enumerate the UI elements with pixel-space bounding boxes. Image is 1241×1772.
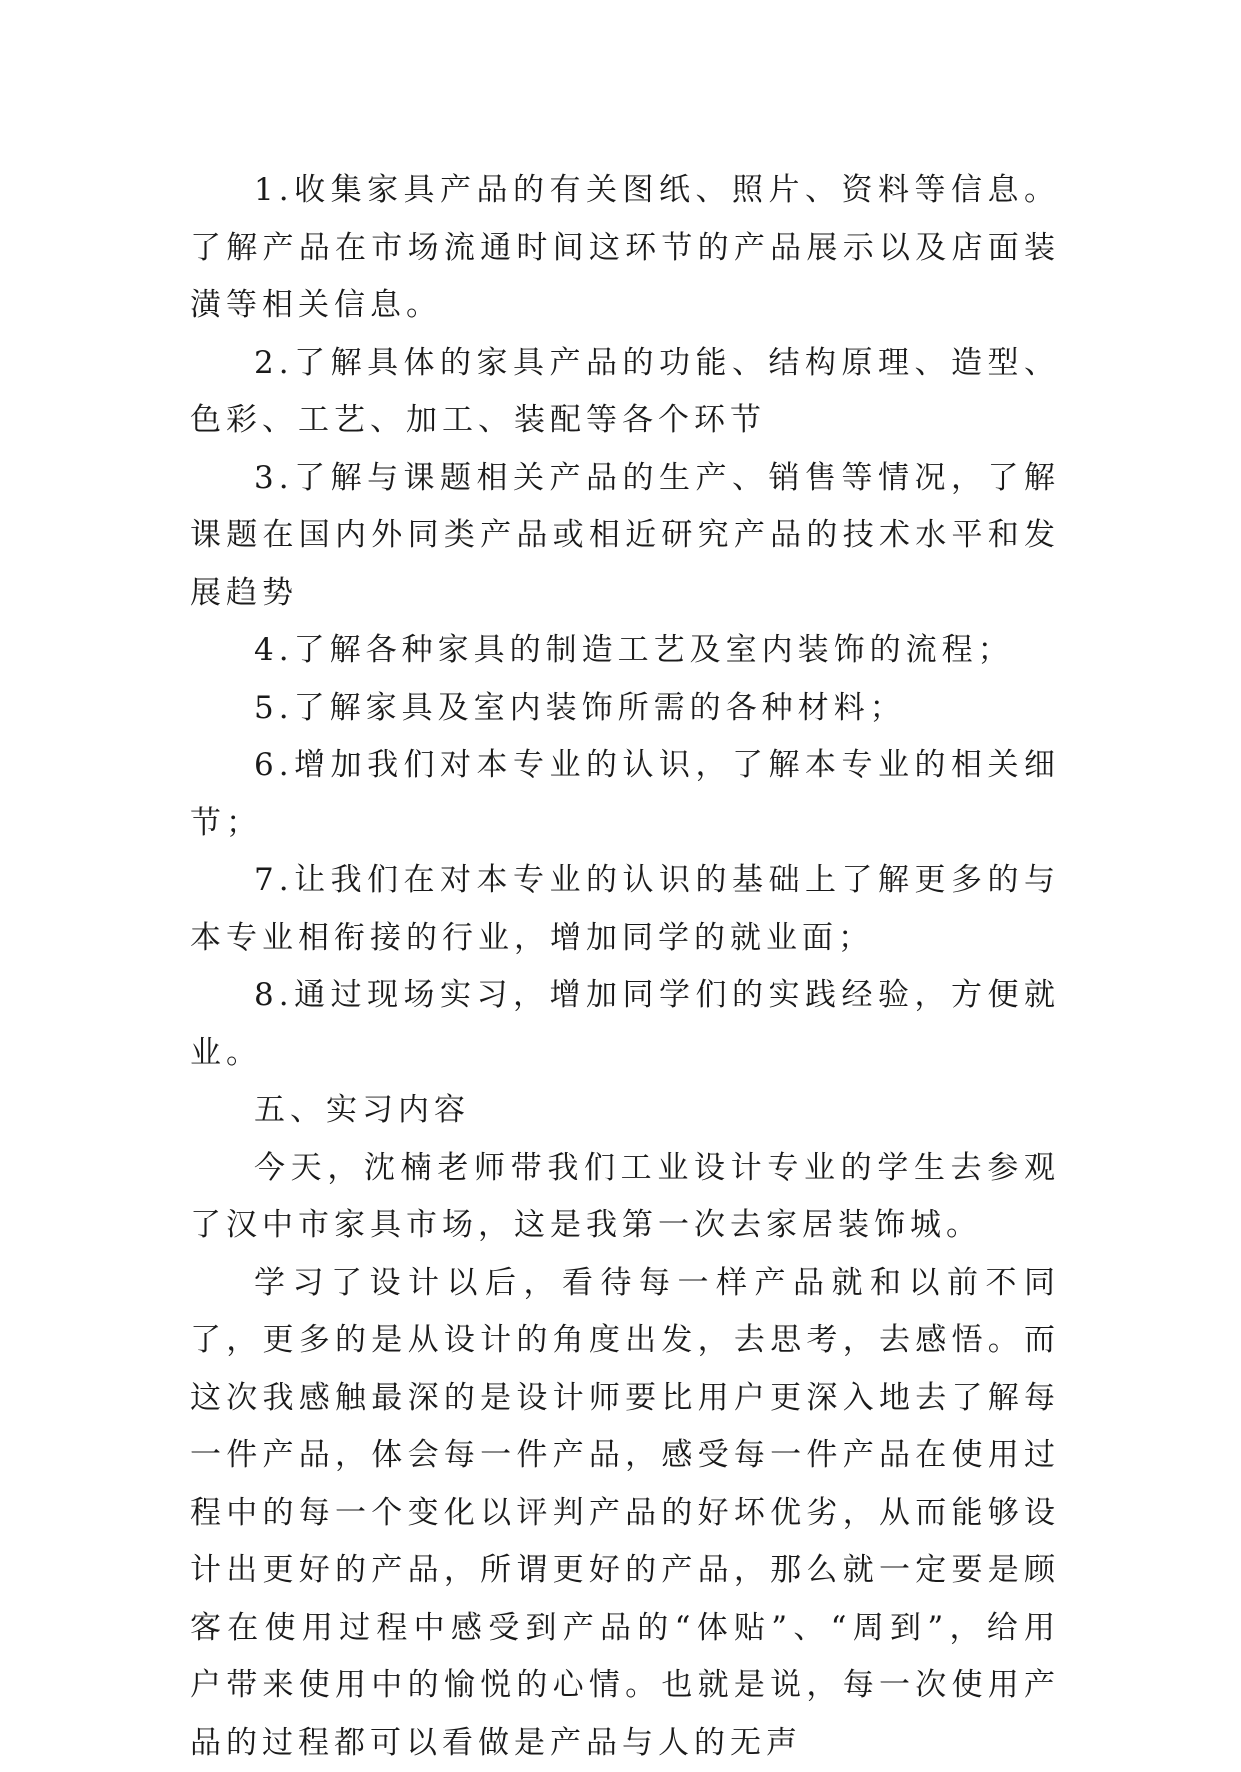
paragraph-goal-5: 5.了解家具及室内装饰所需的各种材料； — [190, 680, 1060, 738]
paragraph-goal-6: 6.增加我们对本专业的认识，了解本专业的相关细节； — [190, 737, 1060, 852]
paragraph-goal-7: 7.让我们在对本专业的认识的基础上了解更多的与本专业相衔接的行业，增加同学的就业面； — [190, 852, 1060, 967]
paragraph-goal-1: 1.收集家具产品的有关图纸、照片、资料等信息。了解产品在市场流通时间这环节的产品展示以及店面装潢等相关信息。 — [190, 162, 1060, 335]
paragraph-goal-8: 8.通过现场实习，增加同学们的实践经验，方便就业。 — [190, 967, 1060, 1082]
paragraph-reflection: 学习了设计以后，看待每一样产品就和以前不同了，更多的是从设计的角度出发，去思考，去感悟。而这次我感触最深的是设计师要比用户更深入地去了解每一件产品，体会每一件产品，感受每一件产品在使用过程中的每一个变化以评判产品的好坏优劣，从而能够设计出更好的产品，所谓更好的产品，那么就一定要是顾客在使用过程中感受到产品的“体贴”、“周到”，给用户带来使用中的愉悦的心情。也就是说，每一次使用产品的过程都可以看做是产品与人的无声 — [190, 1255, 1060, 1772]
paragraph-goal-4: 4.了解各种家具的制造工艺及室内装饰的流程； — [190, 622, 1060, 680]
paragraph-intro: 今天，沈楠老师带我们工业设计专业的学生去参观了汉中市家具市场，这是我第一次去家居装饰城。 — [190, 1140, 1060, 1255]
document-body — [190, 162, 1060, 1772]
section-heading: 五、实习内容 — [190, 1082, 1060, 1140]
paragraph-goal-2: 2.了解具体的家具产品的功能、结构原理、造型、色彩、工艺、加工、装配等各个环节 — [190, 335, 1060, 450]
paragraph-goal-3: 3.了解与课题相关产品的生产、销售等情况，了解课题在国内外同类产品或相近研究产品的技术水平和发展趋势 — [190, 450, 1060, 623]
